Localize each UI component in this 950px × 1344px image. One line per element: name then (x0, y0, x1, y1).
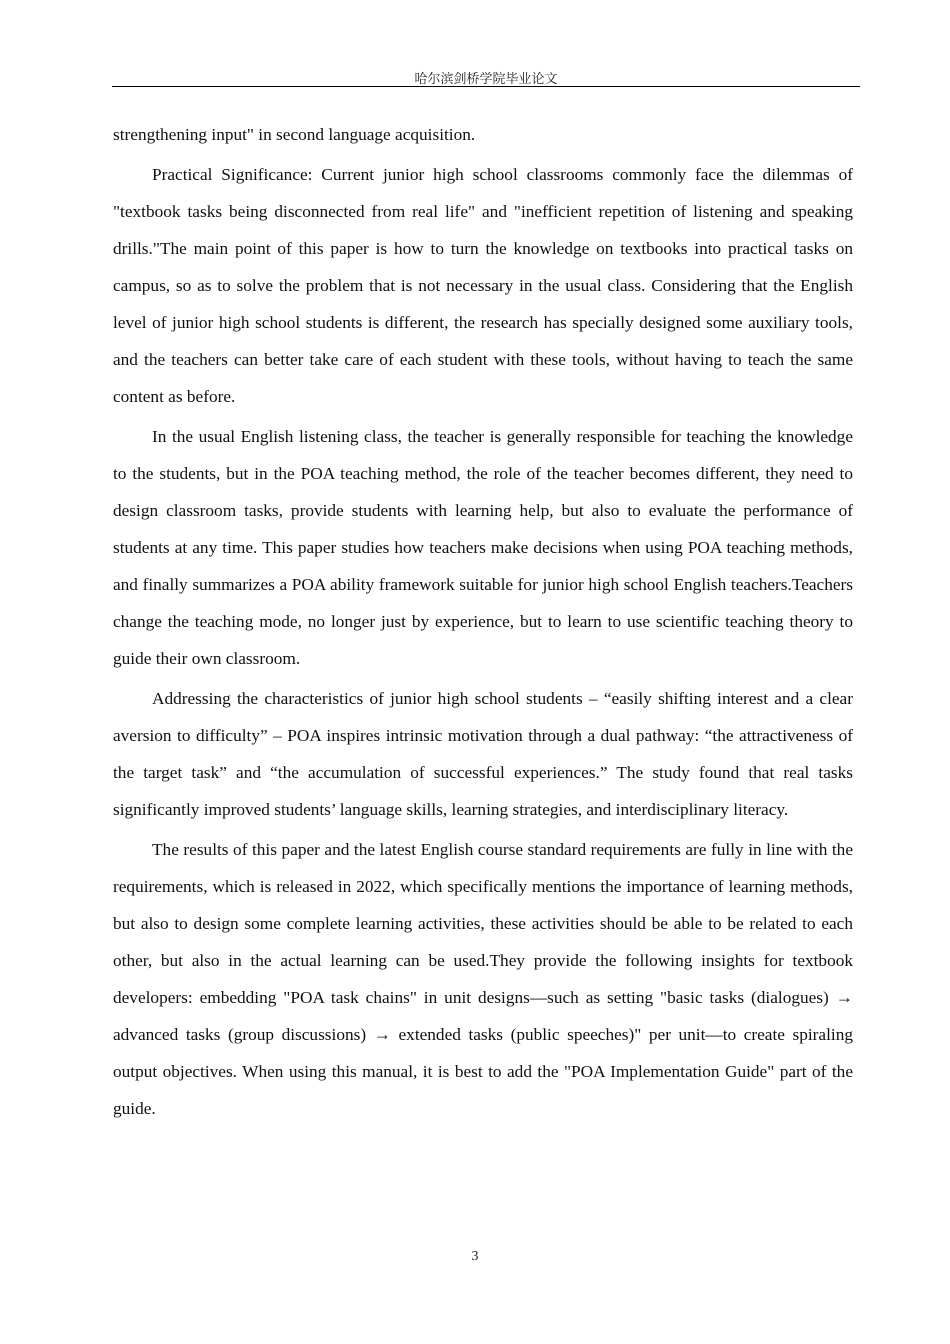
paragraph-student-characteristics: Addressing the characteristics of junior high school students – “easily shifting interest and a clear aversion to difficulty” – POA inspires intrinsic motivation through a dual pathway: “the attractiveness of the target task” and “the accumulation of successful experiences.” The study found that real tasks significantly improved students’ language skills, learning strategies, and interdisciplinary literacy. (113, 689, 853, 819)
running-header: 哈尔滨剑桥学院毕业论文 (414, 72, 558, 87)
paragraph-curriculum-standards: The results of this paper and the latest English course standard requirements are fully in line with the requirements, which is released in 2022, which specifically mentions the importance of learning methods, but also to design some complete learning activities, these activities should be able to be related to each other, but also in the actual learning can be used.They provide the following insights for textbook developers: embedding "POA task chains" in unit designs—such as setting "basic tasks (dialogues) → advanced tasks (group discussions) → extended tasks (public speeches)" per unit—to create spiraling output objectives. When using this manual, it is best to add the "POA Implementation Guide" part of the guide. (113, 840, 853, 1118)
page-number: 3 (471, 1249, 479, 1264)
paragraph-teacher-role: In the usual English listening class, the teacher is generally responsible for teaching the knowledge to the students, but in the POA teaching method, the role of the teacher becomes different, they need to design classroom tasks, provide students with learning help, but also to evaluate the performance of students at any time. This paper studies how teachers make decisions when using POA teaching methods, and finally summarizes a POA ability framework suitable for junior high school English teachers.Teachers change the teaching mode, no longer just by experience, but to learn to use scientific teaching theory to guide their own classroom. (113, 427, 853, 668)
paragraph-continuation: strengthening input" in second language acquisition. (113, 125, 476, 144)
paragraph-practical-significance: Practical Significance: Current junior high school classrooms commonly face the dilemmas of "textbook tasks being disconnected from real life" and "inefficient repetition of listening and speaking drills."The main point of this paper is how to turn the knowledge on textbooks into practical tasks on campus, so as to solve the problem that is not necessary in the usual class. Considering that the English level of junior high school students is different, the research has specially designed some auxiliary tools, and the teachers can better take care of each student with these tools, without having to teach the same content as before. (113, 165, 853, 406)
body-text (113, 116, 853, 1130)
header-divider (112, 86, 860, 87)
